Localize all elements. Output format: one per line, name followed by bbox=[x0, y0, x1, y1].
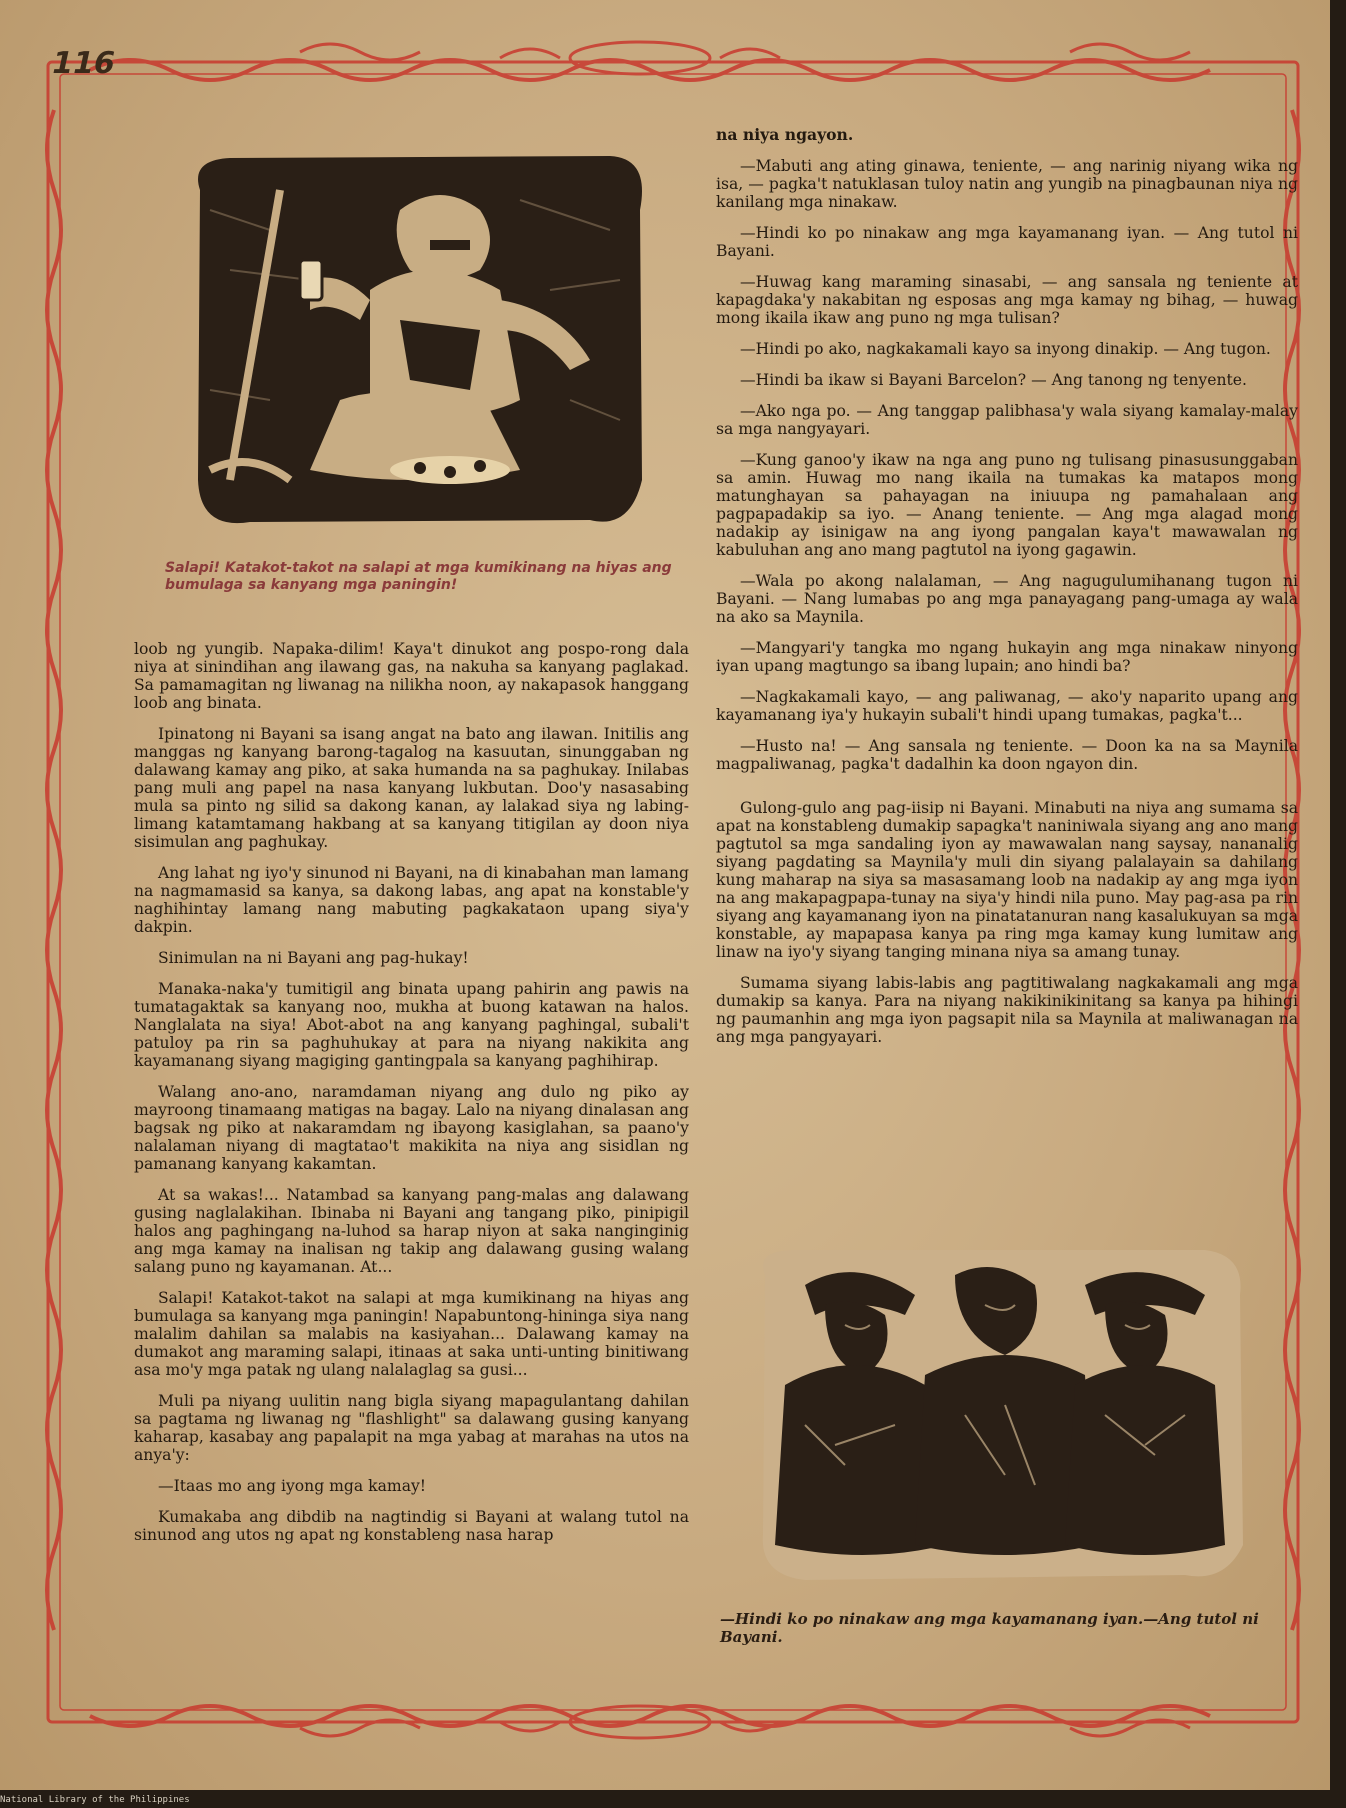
right-paragraph: —Mangyari'y tangka mo ngang hukayin ang mga ninakaw ninyong iyan upang magtungo sa ibang lupain; ano hindi ba? bbox=[716, 639, 1298, 675]
left-paragraph: Kumakaba ang dibdib na nagtindig si Bayani at walang tutol na sinunod ang utos ng apat ng konstableng nasa harap bbox=[134, 1508, 689, 1544]
right-paragraph: —Huwag kang maraming sinasabi, — ang sansala ng teniente at kapagdaka'y nakabitan ng esposas ang mga kamay ng bihag, — huwag mong ikaila ikaw ang puno ng mga tulisan? bbox=[716, 273, 1298, 327]
left-paragraph: At sa wakas!... Natambad sa kanyang pang-malas ang dalawang gusing naglalakihan. Ibinaba ni Bayani ang tangang piko, pinipigil halos ang paghingang na-luhod sa harap niyon at saka nanginginig ang mga kamay na inalisan ng takip ang dalawang gusing walang salang puno ng kayamanan. At... bbox=[134, 1186, 689, 1276]
left-paragraph: Ang lahat ng iyo'y sinunod ni Bayani, na di kinabahan man lamang na nagmamasid sa kanya, sa dakong labas, ang apat na konstable'y naghihintay lamang nang mabuting pagkakataon upang siya'y dakpin. bbox=[134, 864, 689, 936]
three-men-illustration bbox=[745, 1245, 1255, 1585]
left-column bbox=[134, 640, 689, 1557]
bottom-illustration-caption: —Hindi ko po ninakaw ang mga kayamanang iyan.—Ang tutol ni Bayani. bbox=[720, 1610, 1259, 1646]
right-paragraph: —Ako nga po. — Ang tanggap palibhasa'y wala siyang kamalay-malay sa mga nangyayari. bbox=[716, 402, 1298, 438]
right-paragraph: —Kung ganoo'y ikaw na nga ang puno ng tulisang pinasusunggaban sa amin. Huwag mo nang ikaila na tumakas ka matapos mong matunghayan sa pahayagan na iniuupa ng pamahalaan ang pagpapadakip sa iyo. — Anang teniente. — Ang mga alagad mong nadakip ay isinigaw na ang iyong pangalan kaya't mawawalan ng kabuluhan ang ano mang pagtutol na iyong gagawin. bbox=[716, 451, 1298, 559]
library-footer: National Library of the Philippines bbox=[0, 1795, 190, 1805]
left-paragraph: —Itaas mo ang iyong mga kamay! bbox=[158, 1477, 427, 1495]
left-paragraph: Walang ano-ano, naramdaman niyang ang dulo ng piko ay mayroong tinamaang matigas na bagay. Lalo na niyang dinalasan ang bagsak ng piko at nakaramdam ng ibayong kasiglahan, sa paano'y nalalaman niyang di magtatao't makikita na niya ang sisidlan ng pamanang kanyang kakamtan. bbox=[134, 1083, 689, 1173]
right-paragraph: —Wala po akong nalalaman, — Ang nagugulumihanang tugon ni Bayani. — Nang lumabas po ang mga panayagang pang-umaga ay wala na ako sa Maynila. bbox=[716, 572, 1298, 626]
right-column bbox=[716, 126, 1298, 1059]
top-illustration-caption: Salapi! Katakot-takot na salapi at mga kumikinang na hiyas ang bumulaga sa kanyang mga paningin! bbox=[165, 560, 672, 593]
right-paragraph: na niya ngayon. bbox=[716, 125, 854, 144]
left-paragraph: Ipinatong ni Bayani sa isang angat na bato ang ilawan. Initilis ang manggas ng kanyang barong-tagalog na kasuutan, sinunggaban ng dalawang kamay ang piko, at saka humanda na sa paghukay. Inilabas pang muli ang papel na nasa kanyang lukbutan. Doo'y nasasabing mula sa pinto ng silid sa dakong kanan, ay lalakad siya ng labing-limang katamtamang hakbang at sa kanyang titigilan ay doon niya sisimulan ang paghukay. bbox=[134, 725, 689, 851]
right-paragraph: Sumama siyang labis-labis ang pagtitiwalang nagkakamali ang mga dumakip sa kanya. Para na niyang nakikinikinitang sa kanya pa hihingi ng paumanhin ang mga iyon pagsapit nila sa Maynila at maliwanagan na ang mga pangyayari. bbox=[716, 974, 1298, 1046]
right-paragraph: —Mabuti ang ating ginawa, teniente, — ang narinig niyang wika ng isa, — pagka't natuklasan tuloy natin ang yungib na pinagbaunan niya ng kanilang mga ninakaw. bbox=[716, 157, 1298, 211]
left-paragraph: Sinimulan na ni Bayani ang pag-hukay! bbox=[158, 949, 469, 967]
right-paragraph: Gulong-gulo ang pag-iisip ni Bayani. Minabuti na niya ang sumama sa apat na konstableng dumakip sapagka't naniniwala siyang ang ano mang pagtutol sa mga sandaling iyon ay mawawalan nang saysay, nananalig siyang pagdating sa Maynila'y muli din siyang palalayain sa dahilang kung maharap na siya sa masasamang loob na nadakip ay ang mga iyon na ang makapagpapa-tunay na siya'y hindi nila puno. May pag-asa pa rin siyang ang kayamanang iyon na pinatatanuran nang kasalukuyan sa mga konstable, ay mapapasa kanya pa ring mga kamay kung lumitaw ang linaw na iyo'y siyang tanging minana niya sa amang tunay. bbox=[716, 799, 1298, 961]
right-paragraph: —Hindi ko po ninakaw ang mga kayamanang iyan. — Ang tutol ni Bayani. bbox=[716, 224, 1298, 260]
right-paragraph: —Husto na! — Ang sansala ng teniente. — Doon ka na sa Maynila magpaliwanag, pagka't dadalhin ka doon ngayon din. bbox=[716, 737, 1298, 773]
left-paragraph: Salapi! Katakot-takot na salapi at mga kumikinang na hiyas ang bumulaga sa kanyang mga paningin! Napabuntong-hininga siya nang malalim dahilan sa malabis na kasiyahan... Dalawang kamay na dumakot ang maraming salapi, itinaas at saka unti-unting binitiwang asa mo'y mga patak ng ulang nalalaglag sa gusi... bbox=[134, 1289, 689, 1379]
right-paragraph: —Hindi ba ikaw si Bayani Barcelon? — Ang tanong ng tenyente. bbox=[740, 371, 1247, 389]
right-paragraph: —Hindi po ako, nagkakamali kayo sa inyong dinakip. — Ang tugon. bbox=[740, 340, 1271, 358]
right-paragraph: —Nagkakamali kayo, — ang paliwanag, — ako'y naparito upang ang kayamanang iya'y hukayin subali't hindi upang tumakas, pagka't... bbox=[716, 688, 1298, 724]
page-number: 116 bbox=[48, 46, 119, 81]
left-paragraph: Muli pa niyang uulitin nang bigla siyang mapagulantang dahilan sa pagtama ng liwanag ng "flashlight" sa dalawang gusing kanyang kaharap, kasabay ang papalapit na mga yabag at marahas na utos na anya'y: bbox=[134, 1392, 689, 1464]
miner-with-lantern-illustration bbox=[170, 150, 670, 550]
left-paragraph: loob ng yungib. Napaka-dilim! Kaya't dinukot ang pospo-rong dala niya at sinindihan ang ilawang gas, na nakuha sa kanyang paglakad. Sa pamamagitan ng liwanag na nilikha noon, ay nakapasok hanggang loob ang binata. bbox=[134, 640, 689, 712]
left-paragraph: Manaka-naka'y tumitigil ang binata upang pahirin ang pawis na tumatagaktak sa kanyang noo, mukha at buong katawan na halos. Nanglalata na siya! Abot-abot na ang kanyang paghingal, subali't patuloy pa rin sa paghuhukay at para na niyang nakikita ang kayamanang siyang magiging gantingpala sa kanyang paghihirap. bbox=[134, 980, 689, 1070]
